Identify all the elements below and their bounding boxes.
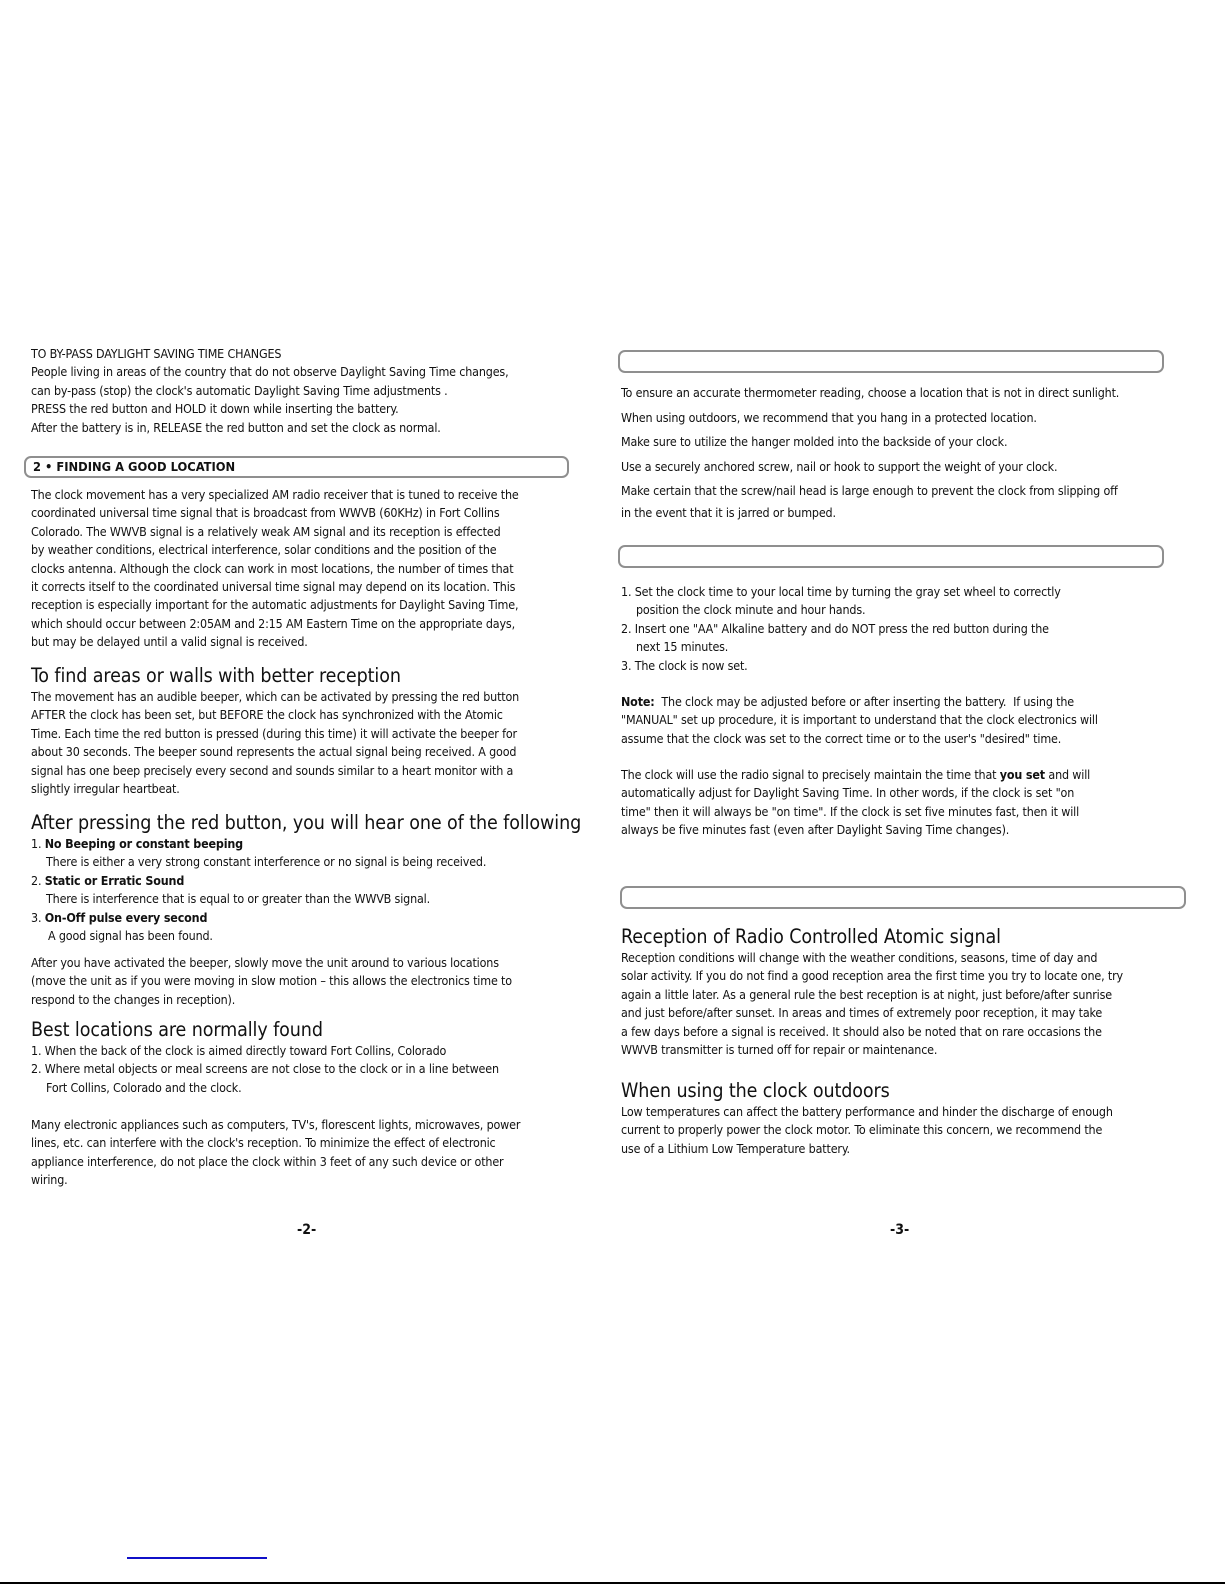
- best-location-item: 2. Where metal objects or meal screens are not close to the clock or in a line between: [31, 1061, 499, 1077]
- better-reception-line: The movement has an audible beeper, which can be activated by pressing the red button: [31, 689, 520, 704]
- setup-step: 2. Insert one "AA" Alkaline battery and do NOT press the red button during the: [621, 620, 1049, 636]
- page-number-right: -3-: [890, 1222, 910, 1238]
- placement-line: Use a securely anchored screw, nail or hook to support the weight of your clock.: [621, 458, 1058, 474]
- reception-line: WWVB transmitter is turned off for repair or maintenance.: [621, 1042, 938, 1058]
- setup-step: next 15 minutes.: [636, 639, 729, 655]
- bypass-line: People living in areas of the country that do not observe Daylight Saving Time changes,: [31, 364, 509, 380]
- placement-line: Make sure to utilize the hanger molded into the backside of your clock.: [621, 434, 1008, 449]
- after-pressing-heading: After pressing the red button, you will hear one of the following: [31, 811, 582, 834]
- best-locations-section: [31, 1018, 591, 1097]
- better-reception-line: AFTER the clock has been set, but BEFORE the clock has synchronized with the Atomic: [31, 707, 503, 723]
- bypass-line: PRESS the red button and HOLD it down while inserting the battery.: [31, 401, 399, 417]
- reception-line: and just before/after sunset. In areas and times of extremely poor reception, it may take: [621, 1005, 1103, 1021]
- better-reception-line: slightly irregular heartbeat.: [31, 781, 180, 797]
- placement-line: Make certain that the screw/nail head is large enough to prevent the clock from slipping off: [621, 483, 1118, 498]
- interference-line: lines, etc. can interfere with the clock's reception. To minimize the effect of electronic: [31, 1135, 496, 1151]
- reception-heading: Reception of Radio Controlled Atomic signal: [621, 925, 1001, 948]
- section-header-box-1: [618, 350, 1164, 373]
- better-reception-section: [31, 664, 591, 798]
- note-label: Note:: [621, 694, 655, 709]
- reception-line: solar activity. If you do not find a good reception area the first time you try to locate one, try: [621, 968, 1123, 984]
- item-title: On-Off pulse every second: [44, 909, 208, 925]
- better-reception-heading: To find areas or walls with better reception: [31, 664, 401, 687]
- sound-item-title: [31, 872, 591, 890]
- item-number: 1.: [31, 836, 42, 851]
- outdoors-heading: When using the clock outdoors: [621, 1079, 890, 1102]
- page-number-left: -2-: [297, 1222, 317, 1238]
- item-number: 2.: [31, 872, 42, 888]
- item-title: No Beeping or constant beeping: [44, 836, 244, 851]
- best-location-item: 1. When the back of the clock is aimed directly toward Fort Collins, Colorado: [31, 1043, 447, 1058]
- placement-section: [621, 381, 1191, 522]
- radio-signal-paragraph: [621, 766, 1191, 840]
- sound-item-desc: There is interference that is equal to or greater than the WWVB signal.: [46, 891, 431, 907]
- placement-line: When using outdoors, we recommend that you hang in a protected location.: [621, 409, 1037, 425]
- radio-line: automatically adjust for Daylight Saving Time. In other words, if the clock is set "on: [621, 785, 1075, 801]
- reception-line: again a little later. As a general rule the best reception is at night, just before/after sunrise: [621, 986, 1112, 1002]
- interference-line: wiring.: [31, 1172, 68, 1188]
- intro-line: it corrects itself to the coordinated universal time signal may depend on its location. This: [31, 579, 516, 595]
- placement-line: To ensure an accurate thermometer reading, choose a location that is not in direct sunlight.: [621, 385, 1120, 400]
- intro-line: which should occur between 2:05AM and 2:15 AM Eastern Time on the appropriate days,: [31, 615, 515, 631]
- best-location-item: Fort Collins, Colorado and the clock.: [46, 1079, 242, 1095]
- sound-item-desc: A good signal has been found.: [48, 928, 213, 944]
- setup-step: 3. The clock is now set.: [621, 657, 748, 673]
- section-header-box-3: [620, 886, 1186, 909]
- sound-item-title: [31, 835, 591, 853]
- better-reception-line: about 30 seconds. The beeper sound represents the actual signal being received. A good: [31, 744, 517, 760]
- bypass-title: TO BY-PASS DAYLIGHT SAVING TIME CHANGES: [31, 346, 282, 361]
- outdoors-line: use of a Lithium Low Temperature battery.: [621, 1140, 850, 1156]
- setup-step: position the clock minute and hour hands.: [636, 602, 866, 618]
- bypass-line: After the battery is in, RELEASE the red button and set the clock as normal.: [31, 419, 441, 435]
- move-unit-line: respond to the changes in reception).: [31, 991, 236, 1007]
- note-line: assume that the clock was set to the correct time or to the user's "desired" time.: [621, 730, 1062, 746]
- radio-text: The clock will use the radio signal to precisely maintain the time that: [621, 767, 1000, 782]
- bypass-line: can by-pass (stop) the clock's automatic Daylight Saving Time adjustments .: [31, 382, 448, 398]
- sound-item-desc: There is either a very strong constant interference or no signal is being received.: [46, 854, 487, 870]
- radio-line: time" then it will always be "on time". If the clock is set five minutes fast, then it will: [621, 803, 1080, 819]
- after-pressing-section: [31, 811, 591, 945]
- intro-line: coordinated universal time signal that is broadcast from WWVB (60KHz) in Fort Collins: [31, 505, 500, 521]
- bottom-border-rule: [0, 1582, 1225, 1584]
- placement-line: in the event that it is jarred or bumped.: [621, 504, 836, 520]
- radio-text: and will: [1045, 767, 1091, 782]
- reception-line: a few days before a signal is received. It should also be noted that on rare occasions the: [621, 1023, 1102, 1039]
- move-unit-line: (move the unit as if you were moving in slow motion – this allows the electronics time to: [31, 973, 512, 989]
- intro-line: by weather conditions, electrical interference, solar conditions and the position of the: [31, 542, 497, 558]
- intro-line: reception is especially important for the automatic adjustments for Daylight Saving Time,: [31, 597, 519, 613]
- radio-line: always be five minutes fast (even after Daylight Saving Time changes).: [621, 822, 1010, 838]
- note-line: "MANUAL" set up procedure, it is important to understand that the clock electronics will: [621, 712, 1098, 728]
- interference-line: appliance interference, do not place the clock within 3 feet of any such device or other: [31, 1153, 504, 1169]
- interference-paragraph: [31, 1116, 591, 1190]
- better-reception-line: Time. Each time the red button is pressed (during this time) it will activate the beeper for: [31, 725, 517, 741]
- note-text: The clock may be adjusted before or after inserting the battery. If using the: [654, 694, 1074, 709]
- blue-underline-rule: [127, 1557, 267, 1559]
- bypass-dst-section: [31, 345, 591, 437]
- better-reception-line: signal has one beep precisely every second and sounds similar to a heart monitor with a: [31, 762, 514, 778]
- outdoors-line: Low temperatures can affect the battery performance and hinder the discharge of enough: [621, 1104, 1113, 1119]
- item-title: Static or Erratic Sound: [44, 872, 185, 888]
- section-header-finding-location: 2 • FINDING A GOOD LOCATION: [24, 456, 569, 478]
- intro-line: Colorado. The WWVB signal is a relatively weak AM signal and its reception is effected: [31, 523, 501, 539]
- item-number: 3.: [31, 909, 42, 925]
- sound-item-title: [31, 909, 591, 927]
- move-unit-paragraph: [31, 954, 591, 1009]
- interference-line: Many electronic appliances such as computers, TV's, florescent lights, microwaves, power: [31, 1117, 521, 1132]
- reception-section: [621, 925, 1191, 1059]
- intro-line: clocks antenna. Although the clock can work in most locations, the number of times that: [31, 560, 514, 576]
- note-paragraph: [621, 693, 1191, 748]
- finding-location-intro: [31, 486, 591, 652]
- intro-line: The clock movement has a very specialized AM radio receiver that is tuned to receive the: [31, 487, 519, 502]
- intro-line: but may be delayed until a valid signal is received.: [31, 634, 308, 650]
- radio-bold-text: you set: [999, 767, 1045, 782]
- move-unit-line: After you have activated the beeper, slowly move the unit around to various locations: [31, 955, 499, 970]
- best-locations-heading: Best locations are normally found: [31, 1018, 323, 1041]
- setup-steps: [621, 583, 1191, 675]
- reception-line: Reception conditions will change with the weather conditions, seasons, time of day and: [621, 950, 1098, 965]
- section-header-box-2: [618, 545, 1164, 568]
- outdoors-line: current to properly power the clock motor. To eliminate this concern, we recommend the: [621, 1122, 1103, 1138]
- setup-step: 1. Set the clock time to your local time by turning the gray set wheel to correctly: [621, 584, 1061, 599]
- outdoors-section: [621, 1079, 1191, 1158]
